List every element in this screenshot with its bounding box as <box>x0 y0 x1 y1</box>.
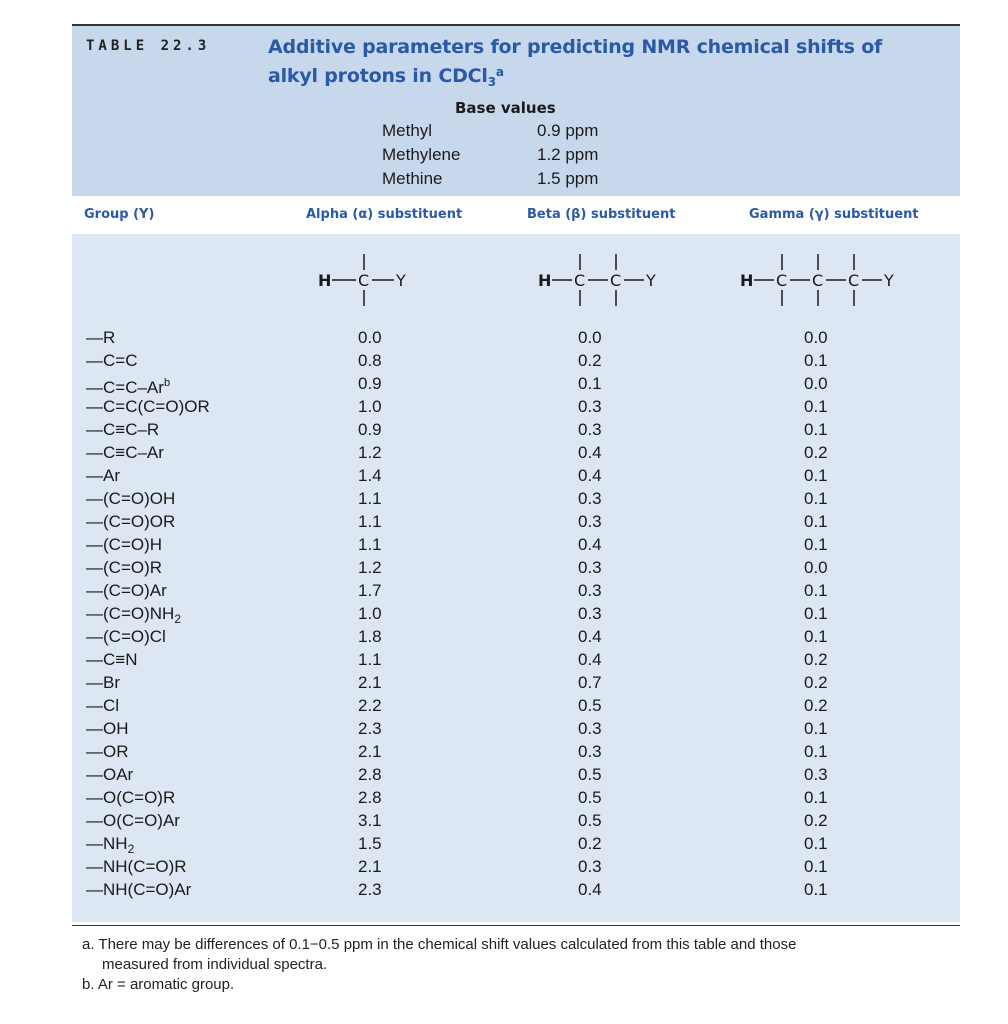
gamma-value-cell: 0.2 <box>804 811 828 830</box>
table-row <box>72 510 960 533</box>
beta-value-cell: 0.5 <box>578 765 602 784</box>
gamma-structure-diagram <box>740 246 910 310</box>
beta-value-cell: 0.4 <box>578 466 602 485</box>
table-number: TABLE 22.3 <box>86 38 211 54</box>
gamma-value-cell: 0.2 <box>804 443 828 462</box>
gamma-value-cell: 0.1 <box>804 512 828 531</box>
beta-structure-diagram <box>538 246 678 310</box>
group-cell <box>86 671 120 694</box>
hydrogen-atom: H <box>538 271 552 290</box>
alpha-value-cell: 1.1 <box>358 512 382 531</box>
base-value-name: Methyl <box>382 121 433 140</box>
alpha-value-cell: 0.8 <box>358 351 382 370</box>
alpha-value-cell: 2.8 <box>358 788 382 807</box>
alpha-value-cell: 2.2 <box>358 696 382 715</box>
table-row <box>72 832 960 855</box>
beta-value-cell: 0.3 <box>578 581 602 600</box>
gamma-value-cell: 0.1 <box>804 788 828 807</box>
base-value-amount: 0.9 ppm <box>537 121 599 140</box>
alpha-value-cell: 2.3 <box>358 719 382 738</box>
table-row <box>72 441 960 464</box>
base-values-heading: Base values <box>455 99 556 117</box>
gamma-value-cell: 0.1 <box>804 857 828 876</box>
alpha-value-cell: 3.1 <box>358 811 382 830</box>
gamma-value-cell: 0.1 <box>804 397 828 416</box>
group-text: —OR <box>86 742 129 761</box>
alpha-value-cell: 2.1 <box>358 673 382 692</box>
group-text: —Cl <box>86 696 120 715</box>
group-cell <box>86 763 133 786</box>
gamma-value-cell: 0.1 <box>804 581 828 600</box>
group-cell <box>86 349 137 372</box>
group-cell <box>86 717 129 740</box>
group-text: —NH(C=O)R <box>86 857 187 876</box>
group-cell <box>86 464 120 487</box>
beta-value-cell: 0.5 <box>578 788 602 807</box>
beta-value-cell: 0.3 <box>578 420 602 439</box>
carbon-atom: C <box>848 271 860 290</box>
alpha-value-cell: 1.2 <box>358 558 382 577</box>
gamma-value-cell: 0.3 <box>804 765 828 784</box>
beta-value-cell: 0.3 <box>578 742 602 761</box>
beta-value-cell: 0.2 <box>578 351 602 370</box>
group-cell <box>86 579 167 602</box>
group-text: —NH <box>86 834 128 853</box>
group-text: —R <box>86 328 116 347</box>
alpha-value-cell: 2.8 <box>358 765 382 784</box>
carbon-atom: C <box>776 271 788 290</box>
table-row <box>72 809 960 832</box>
group-text: —O(C=O)Ar <box>86 811 180 830</box>
base-value-name: Methine <box>382 169 443 188</box>
table-row <box>72 602 960 625</box>
substituent-y: Y <box>884 271 894 290</box>
group-text: —O(C=O)R <box>86 788 176 807</box>
gamma-value-cell: 0.1 <box>804 627 828 646</box>
beta-value-cell: 0.1 <box>578 374 602 393</box>
group-cell <box>86 533 162 556</box>
beta-value-cell: 0.0 <box>578 328 602 347</box>
table-row <box>72 855 960 878</box>
group-text: —(C=O)H <box>86 535 163 554</box>
group-text: —C=C <box>86 351 138 370</box>
alpha-value-cell: 1.2 <box>358 443 382 462</box>
gamma-value-cell: 0.1 <box>804 535 828 554</box>
gamma-value-cell: 0.2 <box>804 696 828 715</box>
alpha-value-cell: 1.1 <box>358 650 382 669</box>
beta-value-cell: 0.4 <box>578 650 602 669</box>
footnote-b: b. Ar = aromatic group. <box>82 976 235 993</box>
table-row <box>72 533 960 556</box>
substituent-y: Y <box>396 271 406 290</box>
alpha-value-cell: 2.1 <box>358 857 382 876</box>
group-cell <box>86 326 115 349</box>
alpha-value-cell: 1.1 <box>358 535 382 554</box>
alpha-value-cell: 1.0 <box>358 397 382 416</box>
group-text: —NH(C=O)Ar <box>86 880 192 899</box>
beta-value-cell: 0.3 <box>578 558 602 577</box>
carbon-atom: C <box>574 271 586 290</box>
group-cell <box>86 395 210 418</box>
beta-value-cell: 0.3 <box>578 604 602 623</box>
hydrogen-atom: H <box>318 271 332 290</box>
group-cell <box>86 878 191 901</box>
gamma-value-cell: 0.1 <box>804 466 828 485</box>
table-row <box>72 671 960 694</box>
group-text: —C=C–Ar <box>86 378 164 397</box>
beta-value-cell: 0.4 <box>578 535 602 554</box>
group-cell <box>86 855 187 878</box>
footnote-a-continued: measured from individual spectra. <box>102 956 328 973</box>
group-cell <box>86 648 137 671</box>
footnote-a: a. There may be differences of 0.1−0.5 ppm in the chemical shift values calculated from this table and those <box>82 936 797 953</box>
beta-value-cell: 0.4 <box>578 443 602 462</box>
gamma-value-cell: 0.1 <box>804 489 828 508</box>
beta-value-cell: 0.3 <box>578 857 602 876</box>
gamma-value-cell: 0.1 <box>804 719 828 738</box>
table-row <box>72 372 960 395</box>
column-header-alpha: Alpha (α) substituent <box>306 207 463 222</box>
beta-value-cell: 0.3 <box>578 397 602 416</box>
table-row <box>72 464 960 487</box>
group-text: —C≡N <box>86 650 138 669</box>
group-text: —C≡C–Ar <box>86 443 164 462</box>
group-text: —OAr <box>86 765 134 784</box>
carbon-atom: C <box>610 271 622 290</box>
column-header-group: Group (Y) <box>84 207 155 222</box>
group-text: —(C=O)Cl <box>86 627 166 646</box>
group-text: —(C=O)Ar <box>86 581 167 600</box>
group-cell <box>86 418 159 441</box>
alpha-structure-diagram <box>318 246 428 310</box>
group-text: —(C=O)R <box>86 558 163 577</box>
group-subscript: 2 <box>174 612 181 626</box>
beta-value-cell: 0.3 <box>578 489 602 508</box>
table-row <box>72 763 960 786</box>
table-row <box>72 625 960 648</box>
carbon-atom: C <box>358 271 370 290</box>
group-footnote-marker: b <box>163 377 171 389</box>
title-subscript: 3 <box>487 75 496 89</box>
column-header-gamma: Gamma (γ) substituent <box>749 207 919 222</box>
group-cell <box>86 740 129 763</box>
table-row <box>72 556 960 579</box>
beta-value-cell: 0.5 <box>578 811 602 830</box>
group-cell <box>86 694 119 717</box>
group-text: —(C=O)OR <box>86 512 176 531</box>
group-subscript: 2 <box>127 842 135 856</box>
gamma-value-cell: 0.1 <box>804 351 828 370</box>
alpha-value-cell: 0.9 <box>358 420 382 439</box>
table-row <box>72 349 960 372</box>
table-title <box>268 35 908 95</box>
carbon-atom: C <box>812 271 824 290</box>
alpha-value-cell: 0.9 <box>358 374 382 393</box>
gamma-value-cell: 0.1 <box>804 880 828 899</box>
table-row <box>72 487 960 510</box>
title-text: Additive parameters for predicting NMR chemical shifts of alkyl protons in CDCl <box>268 36 883 87</box>
group-cell <box>86 625 166 648</box>
alpha-value-cell: 1.0 <box>358 604 382 623</box>
beta-value-cell: 0.4 <box>578 627 602 646</box>
beta-value-cell: 0.7 <box>578 673 602 692</box>
alpha-value-cell: 1.4 <box>358 466 382 485</box>
group-text: —Br <box>86 673 120 692</box>
group-text: —C≡C–R <box>86 420 160 439</box>
table-row <box>72 326 960 349</box>
group-text: —C=C(C=O)OR <box>86 397 210 416</box>
bottom-rule <box>72 925 960 926</box>
group-cell <box>86 441 164 464</box>
table-row <box>72 740 960 763</box>
group-cell <box>86 809 180 832</box>
gamma-value-cell: 0.1 <box>804 420 828 439</box>
table-row <box>72 579 960 602</box>
group-text: —OH <box>86 719 129 738</box>
gamma-value-cell: 0.1 <box>804 604 828 623</box>
substituent-y: Y <box>646 271 656 290</box>
table-row <box>72 878 960 901</box>
table-row <box>72 418 960 441</box>
gamma-value-cell: 0.0 <box>804 328 828 347</box>
gamma-value-cell: 0.0 <box>804 374 828 393</box>
table-row <box>72 786 960 809</box>
column-header-beta: Beta (β) substituent <box>527 207 676 222</box>
gamma-value-cell: 0.0 <box>804 558 828 577</box>
beta-value-cell: 0.4 <box>578 880 602 899</box>
base-value-amount: 1.5 ppm <box>537 169 599 188</box>
beta-value-cell: 0.3 <box>578 512 602 531</box>
table-row <box>72 694 960 717</box>
group-text: —Ar <box>86 466 120 485</box>
alpha-value-cell: 1.1 <box>358 489 382 508</box>
alpha-value-cell: 1.7 <box>358 581 382 600</box>
beta-value-cell: 0.2 <box>578 834 602 853</box>
base-value-amount: 1.2 ppm <box>537 145 599 164</box>
group-cell <box>86 510 175 533</box>
group-text: —(C=O)NH <box>86 604 175 623</box>
group-text: —(C=O)OH <box>86 489 176 508</box>
group-cell <box>86 487 175 510</box>
hydrogen-atom: H <box>740 271 754 290</box>
gamma-value-cell: 0.2 <box>804 650 828 669</box>
alpha-value-cell: 0.0 <box>358 328 382 347</box>
base-value-name: Methylene <box>382 145 461 164</box>
alpha-value-cell: 1.8 <box>358 627 382 646</box>
gamma-value-cell: 0.1 <box>804 834 828 853</box>
gamma-value-cell: 0.1 <box>804 742 828 761</box>
beta-value-cell: 0.3 <box>578 719 602 738</box>
alpha-value-cell: 1.5 <box>358 834 382 853</box>
table-row <box>72 395 960 418</box>
table-row <box>72 717 960 740</box>
beta-value-cell: 0.5 <box>578 696 602 715</box>
title-footnote-marker: a <box>495 65 504 79</box>
alpha-value-cell: 2.1 <box>358 742 382 761</box>
group-cell <box>86 786 175 809</box>
gamma-value-cell: 0.2 <box>804 673 828 692</box>
alpha-value-cell: 2.3 <box>358 880 382 899</box>
group-cell <box>86 556 162 579</box>
table-row <box>72 648 960 671</box>
